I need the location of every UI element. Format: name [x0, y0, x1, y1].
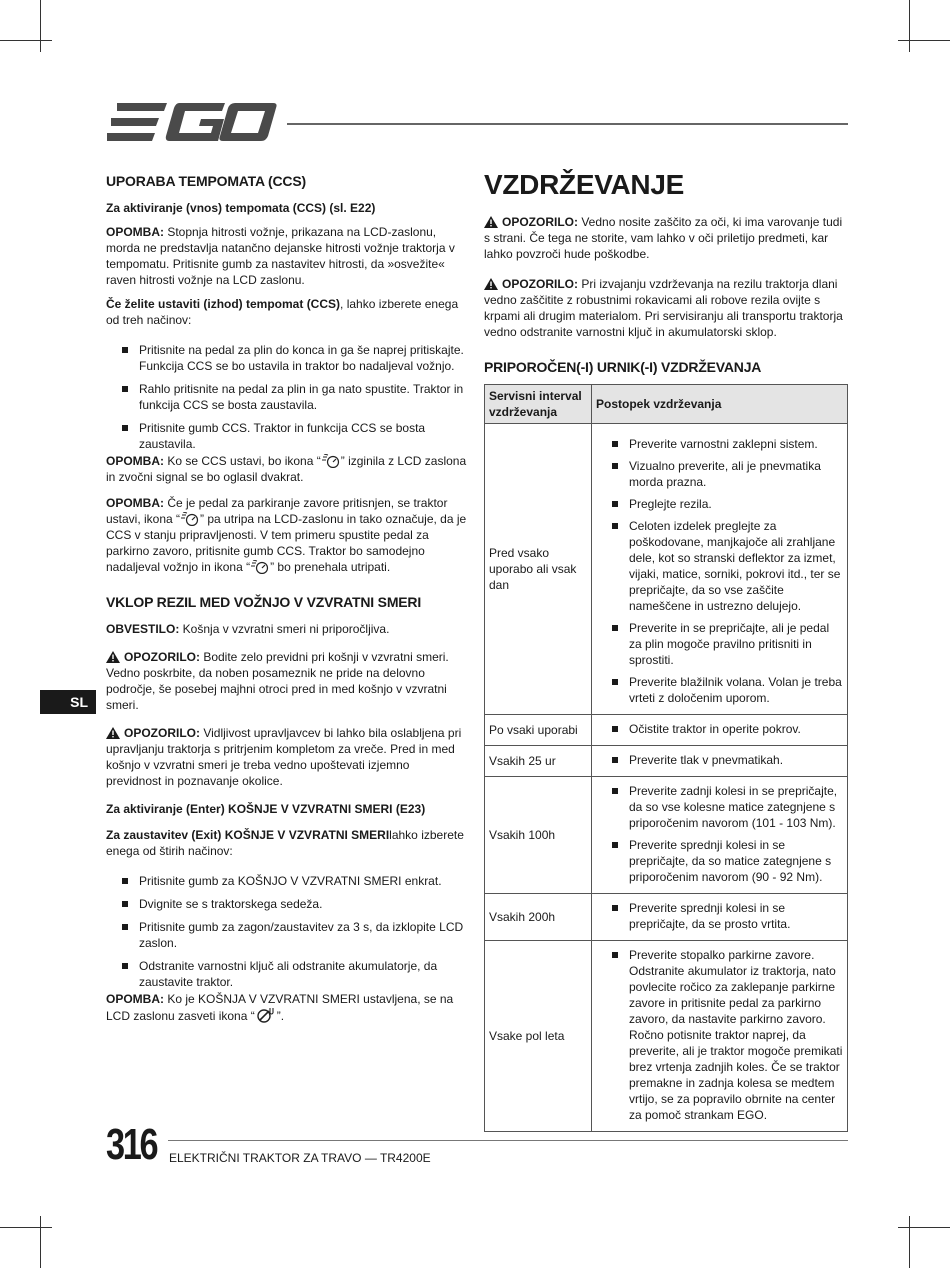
- procedure-cell: [592, 777, 848, 894]
- warning-text: Vidljivost upravljavcev bi lahko bila oslabljena pri upravljanju traktorja s pritrjenim kompletom za vreče. Pred in med košnjo v vzvratni smeri je treba vedno upoštevati izjemno previdnost in poznavanje okolice.: [106, 726, 462, 788]
- procedure-cell: [592, 941, 848, 1132]
- table-row: [485, 941, 848, 1132]
- table-row: [485, 894, 848, 941]
- subheading-enter-reverse: Za aktiviranje (Enter) KOŠNJE V VZVRATNI SMERI (E23): [106, 802, 426, 816]
- warning-text: Pri izvajanju vzdrževanja na rezilu traktorja dlani vedno zaščitite z robustnimi rokavicami ali robove rezila ovijte s krpami ali drugim materialom. Pri servisiranju ali transportu traktorja vedno odstranite varnostni ključ in akumulatorski sklop.: [484, 277, 843, 339]
- warning-label: OPOZORILO:: [124, 650, 200, 664]
- interval-cell: Pred vsako uporabo ali vsak dan: [485, 424, 592, 715]
- notice-text: Košnja v vzvratni smeri ni priporočljiva.: [179, 622, 390, 636]
- language-tab: SL: [40, 690, 96, 714]
- list-item: Preverite zadnji kolesi in se prepričajte, da so vse kolesne matice zategnjene s priporočenim navorom (101 - 103 Nm).: [612, 783, 843, 831]
- warning-icon: [484, 278, 498, 290]
- note-label: OPOMBA:: [106, 496, 164, 510]
- reverse-mowing-icon: [256, 1007, 276, 1023]
- crop-mark: [40, 1216, 41, 1268]
- crop-mark: [909, 0, 910, 52]
- page-number: 316: [106, 1120, 157, 1169]
- note-text: Ko se CCS ustavi, bo ikona “: [164, 454, 321, 468]
- table-row: [485, 777, 848, 894]
- note-paragraph: [106, 495, 468, 575]
- list-item: Preverite stopalko parkirne zavore. Odstranite akumulator iz traktorja, nato povlecite ročico za zaklepanje parkirne zavore in pritisnite pedal za parkirno zavoro, da nastavite parkirno zavoro. Ročno potisnite traktor naprej, da preverite, ali je traktor mogoče premikati brez vrtenja zadnjih koles. Če se traktor premakne in zadnja kolesa se medtem vrtijo, se za popravilo obrnite na center za pomoč strankam EGO.: [612, 947, 843, 1123]
- procedure-cell: [592, 894, 848, 941]
- procedure-cell: [592, 746, 848, 777]
- list-item: Preglejte rezila.: [612, 496, 843, 512]
- notice-label: OBVESTILO:: [106, 622, 180, 636]
- warning-label: OPOZORILO:: [124, 726, 200, 740]
- section-title-reverse-mowing: VKLOP REZIL MED VOŽNJO V VZVRATNI SMERI: [106, 594, 422, 610]
- list-item: Preverite tlak v pnevmatikah.: [612, 752, 843, 768]
- note-text: ”.: [276, 1009, 285, 1023]
- note-label: OPOMBA:: [106, 992, 164, 1006]
- footer-rule: [168, 1140, 848, 1141]
- list-item: Preverite in se prepričajte, ali je pedal za plin mogoče pravilno pritisniti in sprostiti.: [612, 620, 843, 668]
- exit-reverse-bold: Za zaustavitev (Exit) KOŠNJE V VZVRATNI SMERI: [106, 828, 390, 842]
- list-item: Rahlo pritisnite na pedal za plin in ga nato spustite. Traktor in funkcija CCS se bosta zaustavila.: [122, 381, 468, 413]
- list-item: Preverite blažilnik volana. Volan je treba vrteti z določenim uporom.: [612, 674, 843, 706]
- warning-paragraph: [106, 725, 468, 789]
- ego-logo: [107, 103, 277, 141]
- note-label: OPOMBA:: [106, 225, 164, 239]
- note-paragraph: [106, 453, 468, 485]
- note-paragraph: [106, 224, 468, 288]
- subheading-activate-ccs: Za aktiviranje (vnos) tempomata (CCS) (sl. E22): [106, 201, 376, 215]
- section-title-cruise-control: UPORABA TEMPOMATA (CCS): [106, 173, 306, 189]
- section-title-schedule: PRIPOROČEN(-I) URNIK(-I) VZDRŽEVANJA: [484, 359, 762, 375]
- exit-ccs-text: , lahko izberete enega od treh načinov:: [106, 297, 459, 327]
- ccs-exit-list: [106, 342, 468, 452]
- list-item: Preverite sprednji kolesi in se prepričajte, da so matice zategnjene s priporočenim navorom (90 - 92 Nm).: [612, 837, 843, 885]
- footer-title: ELEKTRIČNI TRAKTOR ZA TRAVO — TR4200E: [169, 1151, 431, 1165]
- list-item: Očistite traktor in operite pokrov.: [612, 721, 843, 737]
- procedure-cell: [592, 715, 848, 746]
- list-item: Pritisnite gumb za KOŠNJO V VZVRATNI SMERI enkrat.: [122, 873, 468, 889]
- note-text: ” pa utripa na LCD-zaslonu in tako označuje, da je CCS v stanju pripravljenosti. V tem primeru spustite pedal za parkirno zavoro, pritisnite gumb CCS. Traktor bo samodejno nadaljeval vožnjo in ikona “: [106, 512, 467, 574]
- note-label: OPOMBA:: [106, 454, 164, 468]
- table-row: [485, 424, 848, 715]
- warning-label: OPOZORILO:: [502, 215, 578, 229]
- reverse-exit-list: [106, 873, 468, 990]
- header-rule: [287, 123, 848, 125]
- warning-paragraph: [484, 214, 848, 262]
- page-title: VZDRŽEVANJE: [484, 169, 684, 200]
- warning-paragraph: [484, 276, 848, 340]
- cruise-control-icon: [322, 454, 340, 468]
- note-text: Ko je KOŠNJA V VZVRATNI SMERI ustavljena, se na LCD zaslonu zasveti ikona “: [106, 992, 454, 1023]
- crop-mark: [0, 40, 52, 41]
- warning-paragraph: [106, 649, 468, 713]
- crop-mark: [898, 1227, 950, 1228]
- note-text: Če je pedal za parkiranje zavore pritisnjen, se traktor ustavi, ikona “: [106, 496, 448, 526]
- exit-ccs-paragraph: [106, 296, 468, 328]
- list-item: Dvignite se s traktorskega sedeža.: [122, 896, 468, 912]
- warning-icon: [106, 651, 120, 663]
- interval-cell: Vsakih 25 ur: [485, 746, 592, 777]
- list-item: Pritisnite gumb za zagon/zaustavitev za 3 s, da izklopite LCD zaslon.: [122, 919, 468, 951]
- warning-text: Vedno nosite zaščito za oči, ki ima varovanje tudi s strani. Če tega ne storite, vam lahko v oči priletijo predmeti, kar lahko povzroči hude poškodbe.: [484, 215, 843, 261]
- interval-cell: Vsake pol leta: [485, 941, 592, 1132]
- list-item: Preverite varnostni zaklepni sistem.: [612, 436, 843, 452]
- exit-reverse-paragraph: [106, 827, 468, 859]
- list-item: Preverite sprednji kolesi in se prepričajte, da se prosto vrtita.: [612, 900, 843, 932]
- table-row: [485, 715, 848, 746]
- list-item: Vizualno preverite, ali je pnevmatika morda prazna.: [612, 458, 843, 490]
- interval-cell: Vsakih 200h: [485, 894, 592, 941]
- crop-mark: [40, 0, 41, 52]
- list-item: Odstranite varnostni ključ ali odstranite akumulatorje, da zaustavite traktor.: [122, 958, 468, 990]
- procedure-cell: [592, 424, 848, 715]
- warning-text: Bodite zelo previdni pri košnji v vzvratni smeri. Vedno poskrbite, da noben posameznik ne pride na delovno področje, še posebej majhni otroci pred in med košnjo v vzvratni smeri.: [106, 650, 449, 712]
- warning-icon: [106, 727, 120, 739]
- warning-label: OPOZORILO:: [502, 277, 578, 291]
- note-text: ” izginila z LCD zaslona in zvočni signal se bo oglasil dvakrat.: [106, 454, 467, 484]
- note-text: ” bo prenehala utripati.: [270, 560, 391, 574]
- right-column: [484, 168, 848, 1132]
- list-item: Celoten izdelek preglejte za poškodovane, manjkajoče ali zrahljane dele, kot so stranski deflektor za izmet, vijaki, matice, sorniki, pokrovi itd., ter se prepričajte, da so vse zaščite nameščene in ustrezno delujejo.: [612, 518, 843, 614]
- warning-icon: [484, 216, 498, 228]
- crop-mark: [0, 1227, 52, 1228]
- left-column: [106, 172, 468, 1032]
- table-header-interval: Servisni interval vzdrževanja: [485, 385, 592, 424]
- notice-paragraph: [106, 621, 468, 637]
- cruise-control-icon: [251, 560, 269, 574]
- note-text: Stopnja hitrosti vožnje, prikazana na LCD-zaslonu, morda ne predstavlja natančno dejanske hitrosti vožnje traktorja v tempomatu. Pritisnite gumb za nastavitev hitrosti, da »osvežite« raven hitrosti vožnje na LCD zaslonu.: [106, 225, 455, 287]
- crop-mark: [909, 1216, 910, 1268]
- table-row: [485, 746, 848, 777]
- exit-ccs-bold: Če želite ustaviti (izhod) tempomat (CCS): [106, 297, 341, 311]
- list-item: Pritisnite na pedal za plin do konca in ga še naprej pritiskajte. Funkcija CCS se bo ustavila in traktor bo nadaljeval vožnjo.: [122, 342, 468, 374]
- table-header-row: [485, 385, 848, 424]
- interval-cell: Po vsaki uporabi: [485, 715, 592, 746]
- exit-reverse-text: lahko izberete enega od štirih načinov:: [106, 828, 464, 858]
- list-item: Pritisnite gumb CCS. Traktor in funkcija CCS se bosta zaustavila.: [122, 420, 468, 452]
- note-paragraph: [106, 991, 468, 1024]
- table-header-procedure: Postopek vzdrževanja: [592, 385, 848, 424]
- interval-cell: Vsakih 100h: [485, 777, 592, 894]
- maintenance-table: [484, 384, 848, 1132]
- cruise-control-icon: [181, 512, 199, 526]
- crop-mark: [898, 40, 950, 41]
